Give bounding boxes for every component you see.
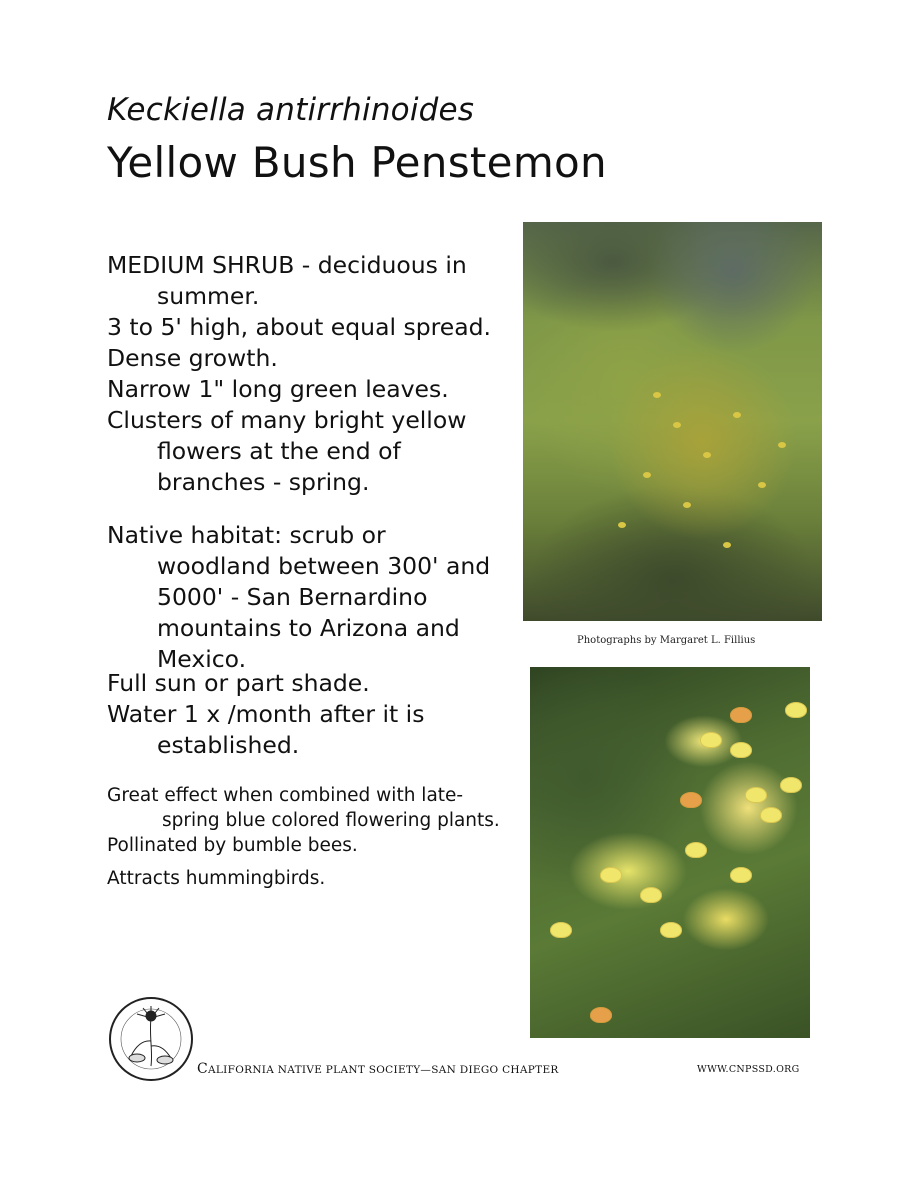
flower-mark [600, 867, 622, 883]
cnps-logo [107, 996, 195, 1086]
description-line: Clusters of many bright yellow flowers at the end of branches - spring. [107, 406, 467, 496]
organization-name [197, 1061, 559, 1077]
care-line: Full sun or part shade. [107, 669, 370, 697]
notes-line: Pollinated by bumble bees. [107, 835, 358, 856]
description-line: MEDIUM SHRUB - deciduous in summer. [107, 251, 467, 310]
flower-speck [653, 392, 661, 398]
notes-line: Great effect when combined with late-spring blue colored flowering plants. [107, 785, 500, 831]
flower-speck [673, 422, 681, 428]
flower-speck [703, 452, 711, 458]
flower-speck [733, 412, 741, 418]
notes-line: Attracts hummingbirds. [107, 868, 326, 889]
flower-mark [640, 887, 662, 903]
cnps-seal-icon [107, 996, 195, 1082]
flower-mark [730, 742, 752, 758]
flower-speck [778, 442, 786, 448]
flower-mark [785, 702, 807, 718]
flower-mark [680, 792, 702, 808]
flower-mark [780, 777, 802, 793]
scientific-name: Keckiella antirrhinoides [107, 92, 475, 128]
notes-block [107, 783, 507, 891]
photo-credit: Photographs by Margaret L. Fillius [577, 635, 756, 646]
org-prefix: C [197, 1061, 209, 1077]
description-line: 3 to 5' high, about equal spread. [107, 313, 492, 341]
flower-speck [723, 542, 731, 548]
care-line: Water 1 x /month after it is established. [107, 700, 425, 759]
flower-speck [758, 482, 766, 488]
description-block [107, 250, 502, 498]
shrub-photo [523, 222, 822, 621]
flowers-closeup-photo [530, 667, 810, 1038]
flower-mark [730, 707, 752, 723]
flower-speck [618, 522, 626, 528]
flower-mark [745, 787, 767, 803]
care-block [107, 668, 502, 761]
flower-speck [683, 502, 691, 508]
habitat-block [107, 520, 502, 675]
flower-mark [660, 922, 682, 938]
habitat-text: Native habitat: scrub or woodland between 300' and 5000' - San Bernardino mountains to Arizona and Mexico. [107, 521, 491, 673]
description-line: Narrow 1" long green leaves. [107, 375, 449, 403]
flower-mark [590, 1007, 612, 1023]
flower-speck [643, 472, 651, 478]
common-name: Yellow Bush Penstemon [107, 138, 607, 187]
flower-mark [730, 867, 752, 883]
flower-mark [685, 842, 707, 858]
org-rest: ALIFORNIA NATIVE PLANT SOCIETY—SAN DIEGO CHAPTER [208, 1064, 559, 1076]
flower-mark [550, 922, 572, 938]
flower-mark [700, 732, 722, 748]
description-line: Dense growth. [107, 344, 278, 372]
flower-mark [760, 807, 782, 823]
website: WWW.CNPSSD.ORG [697, 1064, 800, 1075]
